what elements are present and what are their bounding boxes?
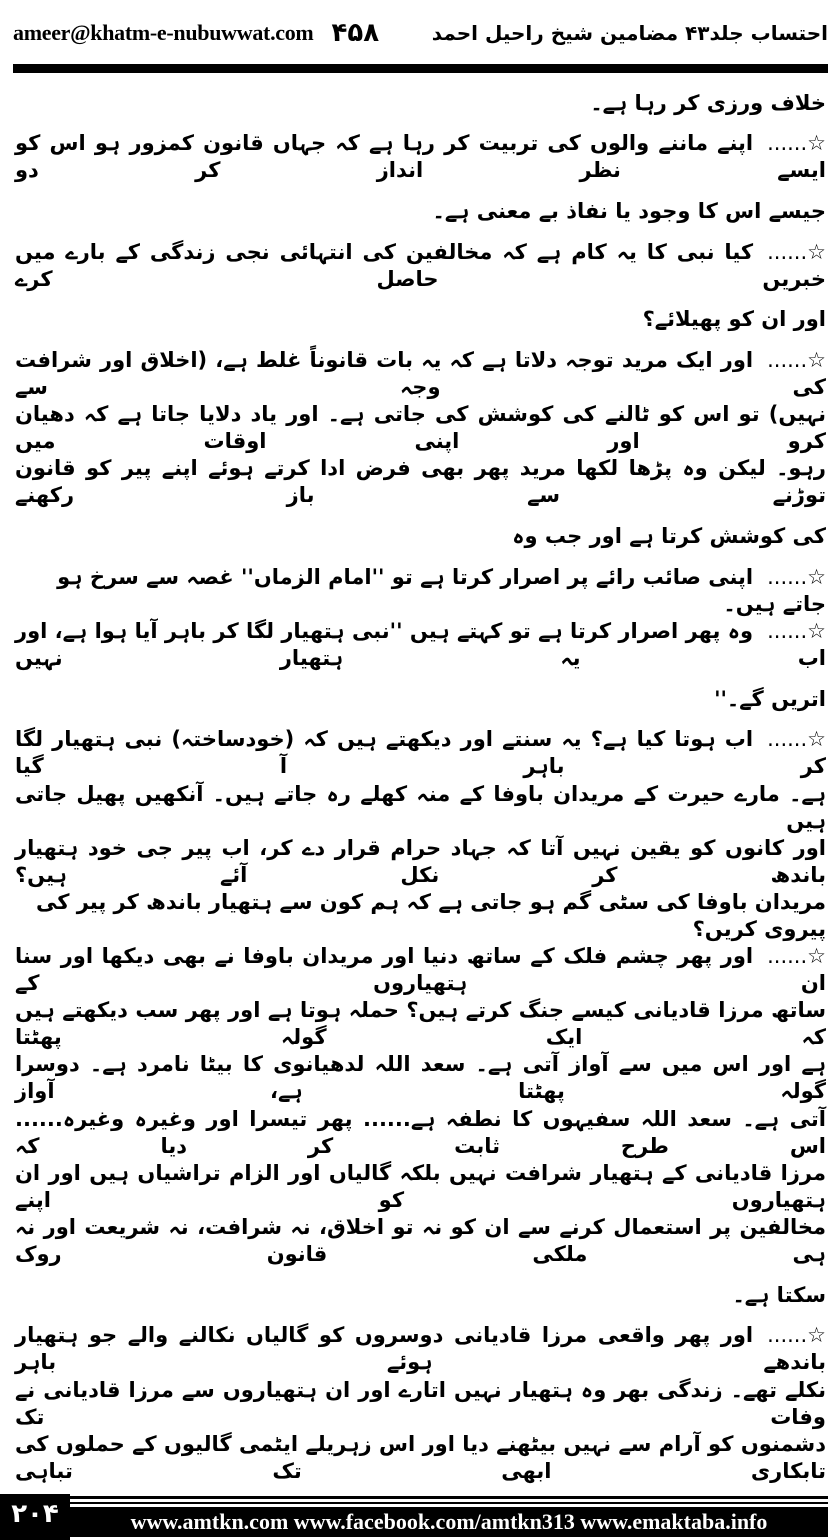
line-content	[15, 306, 826, 333]
line-text: ہے۔ مارے حیرت کے مریدان باوفا کے منہ کھلے رہ جاتے ہیں۔ آنکھیں پھیل جاتی ہیں	[15, 781, 826, 833]
line-content	[15, 347, 826, 401]
line-text: اتریں گے۔''	[714, 686, 826, 711]
line-text: آتی ہے۔ سعد اللہ سفیہوں کا نطفہ ہے...... پھر تیسرا اور وغیرہ وغیرہ...... اس طرح ثابت کر دیا کہ	[15, 1106, 826, 1158]
line-content	[15, 943, 826, 997]
line-content	[15, 401, 826, 455]
star-bullet-icon: ☆......	[767, 727, 826, 752]
line-text: جیسے اس کا وجود یا نفاذ بے معنی ہے۔	[432, 198, 826, 223]
line-content	[15, 1051, 826, 1105]
text-line	[15, 672, 826, 726]
line-text: ہے اور اس میں سے آواز آتی ہے۔ سعد اللہ لدھیانوی کا بیٹا نامرد ہے۔ دوسرا گولہ پھٹتا ہے، آواز	[15, 1052, 826, 1104]
line-content	[15, 1160, 826, 1214]
line-text: اور پھر واقعی مرزا قادیانی دوسروں کو گالیاں نکالنے والے جو ہتھیار باندھے ہوئے باہر	[15, 1323, 826, 1375]
line-content	[15, 523, 826, 550]
text-line	[15, 1268, 826, 1322]
line-text: خلاف ورزی کر رہا ہے۔	[590, 90, 826, 115]
footer-rule	[70, 1502, 828, 1504]
line-text: مخالفین پر استعمال کرنے سے ان کو نہ تو اخلاق، نہ شرافت، نہ شریعت اور نہ ہی ملکی قانون روک	[15, 1215, 826, 1267]
line-content	[15, 1322, 826, 1376]
line-content	[15, 564, 826, 618]
text-line	[15, 618, 826, 672]
line-content	[15, 1106, 826, 1160]
line-text: نہیں) تو اس کو ٹالنے کی کوشش کی جاتی ہے۔ اور یاد دلایا جاتا ہے کہ دھیان کرو اور اپنی اوقات میں	[15, 402, 826, 454]
star-bullet-icon: ☆......	[767, 239, 826, 264]
text-line	[15, 293, 826, 347]
line-content	[15, 239, 826, 293]
line-content	[15, 1431, 826, 1485]
text-line	[15, 1214, 826, 1268]
star-bullet-icon: ☆......	[767, 944, 826, 969]
line-text: سکتا ہے۔	[732, 1282, 826, 1307]
line-content	[15, 1282, 826, 1309]
footer-page-number: ۲۰۴	[0, 1494, 70, 1540]
line-content	[15, 781, 826, 835]
text-line	[15, 1377, 826, 1431]
line-text: مریدان باوفا کی سٹی گم ہو جاتی ہے کہ ہم کون سے ہتھیار باندھ کر پیر کی پیروی کریں؟	[35, 889, 826, 941]
text-line	[15, 1051, 826, 1105]
line-text: اور ایک مرید توجہ دلاتا ہے کہ یہ بات قانوناً غلط ہے، (اخلاق اور شرافت کی وجہ سے	[15, 348, 826, 400]
text-line	[15, 239, 826, 293]
text-line	[15, 76, 826, 130]
line-content	[15, 90, 826, 117]
line-text: دشمنوں کو آرام سے نہیں بیٹھنے دیا اور اس زہریلے ایٹمی گالیوں کے حملوں کی تابکاری ابھی تک تباہی	[15, 1431, 826, 1483]
text-line	[15, 780, 826, 834]
line-text: وہ پھر اصرار کرتا ہے تو کہتے ہیں ''نبی ہتھیار لگا کر باہر آیا ہوا ہے، اور اب یہ ہتھیار نہیں	[15, 618, 826, 670]
text-line	[15, 1160, 826, 1214]
text-line	[15, 997, 826, 1051]
header-rule	[13, 64, 828, 73]
line-text: ساتھ مرزا قادیانی کیسے جنگ کرتے ہیں؟ حملہ ہوتا ہے اور پھر سب دیکھتے ہیں کہ ایک گولہ پھٹتا	[15, 998, 826, 1050]
text-line	[15, 401, 826, 455]
footer-rule	[70, 1496, 828, 1499]
footer-links: www.amtkn.com www.facebook.com/amtkn313 www.emaktaba.info	[70, 1507, 828, 1537]
body-text	[15, 76, 826, 1485]
line-text: کیا نبی کا یہ کام ہے کہ مخالفین کی انتہائی نجی زندگی کے بارے میں خبریں حاصل کرے	[15, 239, 826, 291]
line-text: رہو۔ لیکن وہ پڑھا لکھا مرید پھر بھی فرض ادا کرتے ہوئے اپنے پیر کو قانون توڑنے سے باز رکھنے	[15, 456, 826, 508]
header-email: ameer@khatm-e-nubuwwat.com	[13, 20, 314, 45]
star-bullet-icon: ☆......	[767, 618, 826, 643]
line-text: اب ہوتا کیا ہے؟ یہ سنتے اور دیکھتے ہیں کہ (خودساختہ) نبی ہتھیار لگا کر باہر آ گیا	[15, 727, 826, 779]
text-line	[15, 510, 826, 564]
text-line	[15, 564, 826, 618]
text-line	[15, 889, 826, 943]
line-content	[15, 835, 826, 889]
page-header	[13, 8, 828, 58]
text-line	[15, 184, 826, 238]
line-text: اپنے ماننے والوں کی تربیت کر رہا ہے کہ جہاں قانون کمزور ہو اس کو ایسے نظر انداز کر دو	[15, 131, 826, 183]
star-bullet-icon: ☆......	[767, 1323, 826, 1348]
line-text: اور پھر چشم فلک کے ساتھ دنیا اور مریدان باوفا نے بھی دیکھا اور سنا ان ہتھیاروں کے	[15, 944, 826, 996]
line-text: کی کوشش کرتا ہے اور جب وہ	[512, 524, 826, 549]
text-line	[15, 347, 826, 401]
line-text: مرزا قادیانی کے ہتھیار شرافت نہیں بلکہ گالیاں اور الزام تراشیاں ہیں اور ان ہتھیاروں کو اپنے	[15, 1160, 826, 1212]
line-text: اور کانوں کو یقین نہیں آتا کہ جہاد حرام قرار دے کر، اب پیر جی خود ہتھیار باندھ کر نکل آئے ہیں؟	[15, 835, 826, 887]
line-content	[15, 997, 826, 1051]
line-content	[15, 889, 826, 943]
line-content	[15, 726, 826, 780]
star-bullet-icon: ☆......	[767, 564, 826, 589]
line-content	[15, 618, 826, 672]
text-line	[15, 943, 826, 997]
line-text: نکلے تھے۔ زندگی بھر وہ ہتھیار نہیں اتارے اور ان ہتھیاروں سے مرزا قادیانی نے وفات تک	[15, 1377, 826, 1429]
text-line	[15, 1431, 826, 1485]
header-page-number: ۴۵۸	[331, 18, 380, 48]
line-content	[15, 686, 826, 713]
line-text: اور ان کو پھیلائے؟	[642, 307, 826, 332]
line-content	[15, 455, 826, 509]
header-title: احتساب جلد۴۳ مضامین شیخ راحیل احمد	[431, 21, 828, 45]
star-bullet-icon: ☆......	[767, 131, 826, 156]
text-line	[15, 130, 826, 184]
line-content	[15, 130, 826, 184]
text-line	[15, 455, 826, 509]
text-line	[15, 835, 826, 889]
line-content	[15, 1377, 826, 1431]
line-text: اپنی صائب رائے پر اصرار کرتا ہے تو ''امام الزماں'' غصہ سے سرخ ہو جاتے ہیں۔	[57, 564, 826, 616]
line-content	[15, 1214, 826, 1268]
star-bullet-icon: ☆......	[767, 348, 826, 373]
text-line	[15, 1106, 826, 1160]
text-line	[15, 726, 826, 780]
text-line	[15, 1322, 826, 1376]
line-content	[15, 198, 826, 225]
